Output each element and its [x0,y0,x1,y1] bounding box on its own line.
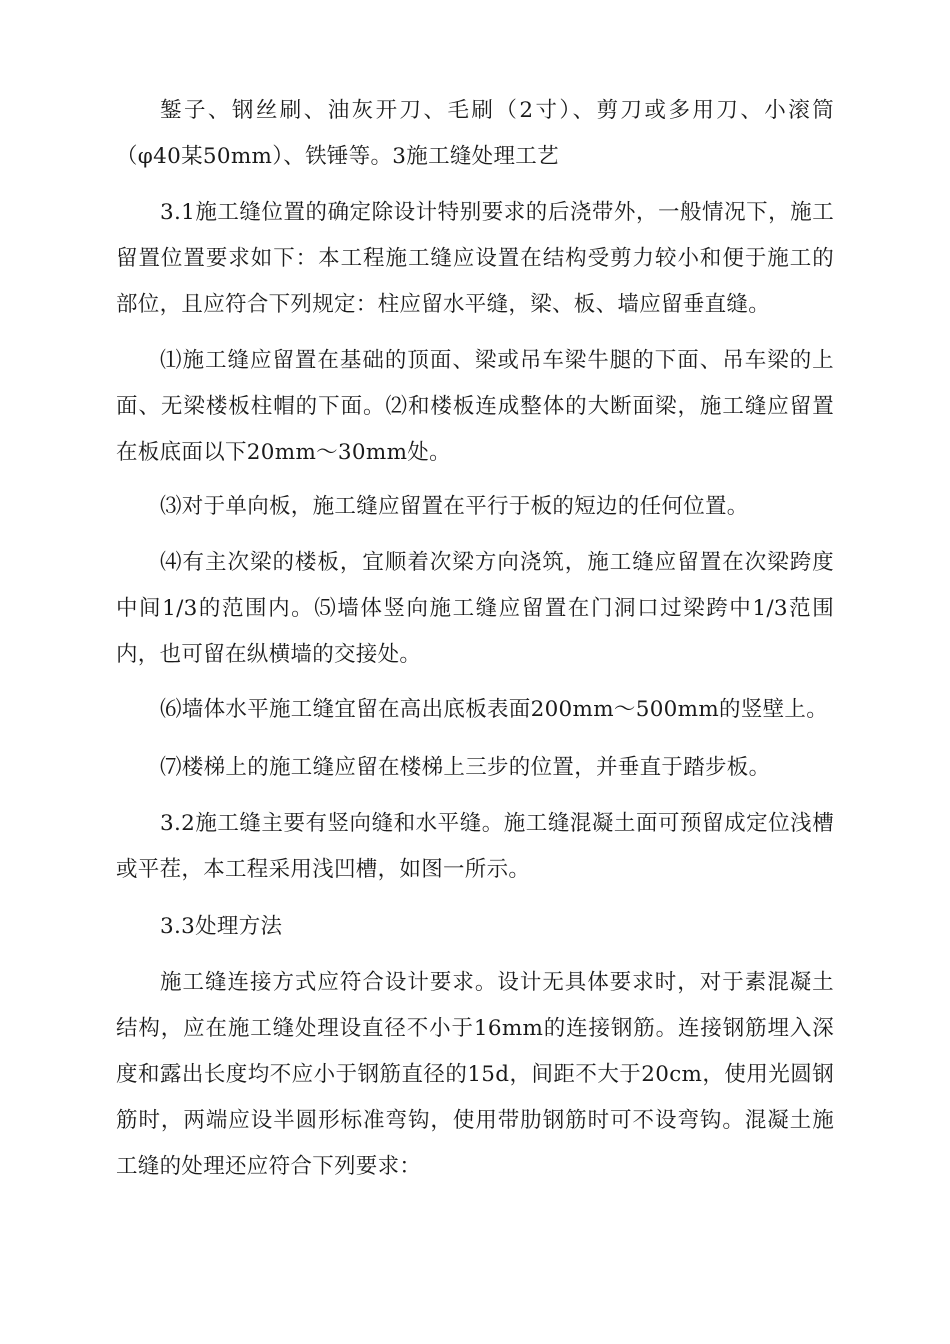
paragraph-3-2-joint-types: 3.2施工缝主要有竖向缝和水平缝。施工缝混凝土面可预留成定位浅槽或平茬，本工程采用浅凹槽，如图一所示。 [116,811,834,882]
section-heading-3-3: 3.3处理方法 [160,914,283,939]
paragraph-tools-list: 錾子、钢丝刷、油灰开刀、毛刷（2寸）、剪刀或多用刀、小滚筒（φ40某50mm）、铁锤等。3施工缝处理工艺 [116,98,834,169]
paragraph-item-4-5: ⑷有主次梁的楼板，宜顺着次梁方向浇筑，施工缝应留置在次梁跨度中间1/3的范围内。⑸墙体竖向施工缝应留置在门洞口过梁跨中1/3范围内，也可留在纵横墙的交接处。 [116,550,834,667]
paragraph-connection-requirements: 施工缝连接方式应符合设计要求。设计无具体要求时，对于素混凝土结构，应在施工缝处理设直径不小于16mm的连接钢筋。连接钢筋埋入深度和露出长度均不应小于钢筋直径的15d，间距不大于20cm，使用光圆钢筋时，两端应设半圆形标准弯钩，使用带肋钢筋时可不设弯钩。混凝土施工缝的处理还应符合下列要求： [116,970,834,1179]
paragraph-item-3: ⑶对于单向板，施工缝应留置在平行于板的短边的任何位置。 [160,494,749,519]
paragraph-item-7: ⑺楼梯上的施工缝应留在楼梯上三步的位置，并垂直于踏步板。 [160,755,771,780]
paragraph-item-6: ⑹墙体水平施工缝宜留在高出底板表面200mm～500mm的竖壁上。 [160,697,829,722]
paragraph-3-1-joint-location: 3.1施工缝位置的确定除设计特别要求的后浇带外，一般情况下，施工留置位置要求如下：本工程施工缝应设置在结构受剪力较小和便于施工的部位，且应符合下列规定：柱应留水平缝，梁、板、墙应留垂直缝。 [116,200,834,317]
paragraph-item-1-2: ⑴施工缝应留置在基础的顶面、梁或吊车梁牛腿的下面、吊车梁的上面、无梁楼板柱帽的下面。⑵和楼板连成整体的大断面梁，施工缝应留置在板底面以下20mm～30mm处。 [116,348,834,465]
